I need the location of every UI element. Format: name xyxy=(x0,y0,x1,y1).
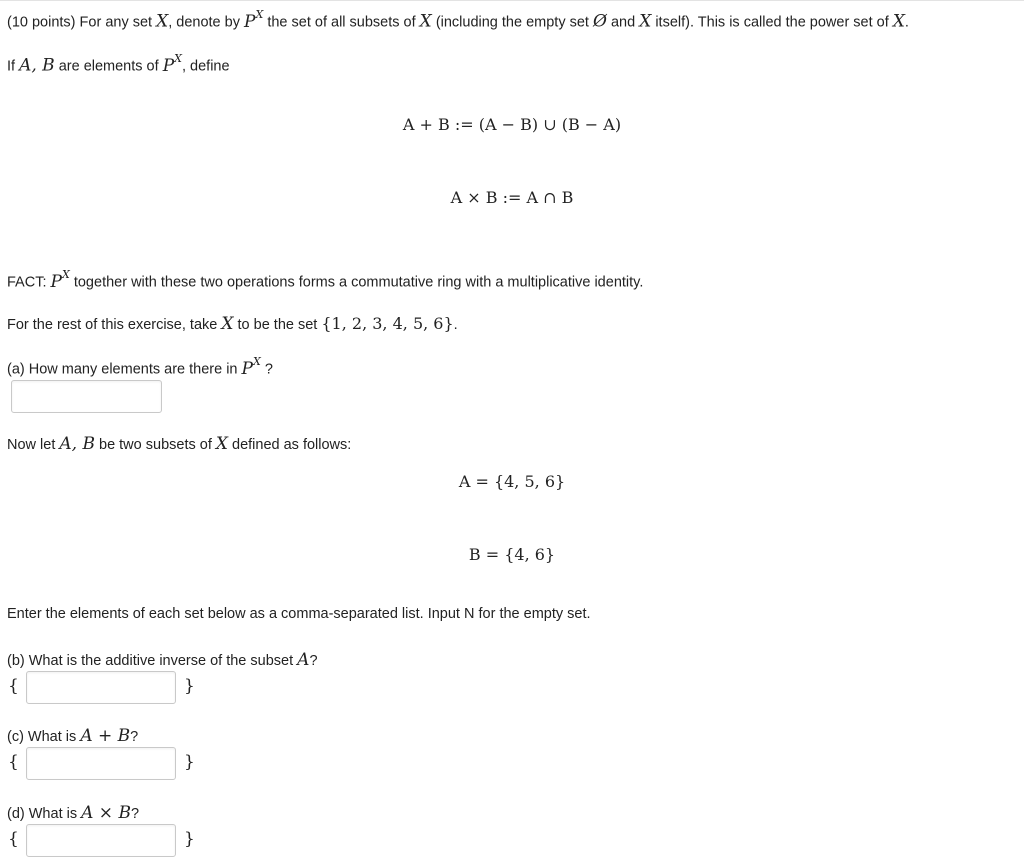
power-set-symbol: $P^X$ xyxy=(244,8,264,32)
close-brace: } xyxy=(184,829,195,849)
question-mark: ? xyxy=(130,729,139,745)
intro-paragraph xyxy=(7,10,909,32)
question-a-text: (a) How many elements are there in xyxy=(7,361,238,378)
equation-product: A × B := A ∩ B xyxy=(450,188,574,207)
setup-text: . xyxy=(453,317,458,333)
answer-b-input[interactable] xyxy=(26,671,176,704)
var-x: X xyxy=(419,11,432,32)
open-brace: { xyxy=(8,676,19,696)
power-set-symbol: $P^X$ xyxy=(241,355,261,379)
question-mark: ? xyxy=(264,361,273,378)
var-x: X xyxy=(639,11,652,32)
exercise-setup xyxy=(7,314,458,334)
question-a xyxy=(7,357,273,379)
fact-label: FACT: xyxy=(7,274,47,291)
set-b-definition: B = {4, 6} xyxy=(468,545,556,564)
equation-sum: A + B := (A − B) ∪ (B − A) xyxy=(402,115,622,134)
var-ab: A, B xyxy=(59,434,95,454)
subsets-intro xyxy=(7,434,351,454)
power-set-symbol: $P^X$ xyxy=(162,52,182,76)
question-c xyxy=(7,726,138,746)
subsets-text: be two subsets of xyxy=(99,437,212,453)
close-brace: } xyxy=(184,676,195,696)
power-set-symbol: $P^X$ xyxy=(50,268,70,292)
instructions: Enter the elements of each set below as a comma-separated list. Input N for the empty set. xyxy=(7,606,591,622)
close-brace: } xyxy=(184,752,195,772)
question-b xyxy=(7,650,318,670)
expr-a-plus-b: A + B xyxy=(80,726,131,746)
set-a-definition: A = {4, 5, 6} xyxy=(458,472,566,491)
answer-c-input[interactable] xyxy=(26,747,176,780)
intro-text: the set of all subsets of xyxy=(267,14,416,31)
open-brace: { xyxy=(8,829,19,849)
question-c-text: (c) What is xyxy=(7,729,77,745)
set-x-value: {1, 2, 3, 4, 5, 6} xyxy=(321,314,454,333)
subsets-text: defined as follows: xyxy=(232,437,352,453)
question-d xyxy=(7,803,139,823)
intro-text: (including the empty set xyxy=(435,14,589,31)
expr-a-times-b: A × B xyxy=(81,803,131,823)
var-a: A xyxy=(297,650,310,670)
intro-text: . xyxy=(904,14,909,31)
setup-text: to be the set xyxy=(237,317,318,333)
fact-paragraph xyxy=(7,270,643,292)
intro-text: , denote by xyxy=(168,14,240,31)
var-x: X xyxy=(892,11,905,32)
answer-d-input[interactable] xyxy=(26,824,176,857)
open-brace: { xyxy=(8,752,19,772)
top-border xyxy=(0,0,1024,1)
define-paragraph xyxy=(7,54,230,76)
answer-a-input[interactable] xyxy=(11,380,162,413)
points-label: (10 points) xyxy=(7,14,76,31)
intro-text: itself). This is called the power set of xyxy=(655,14,889,31)
empty-set-symbol: Ø xyxy=(592,11,607,32)
var-x: X xyxy=(215,434,228,454)
var-ab: A, B xyxy=(19,55,55,76)
setup-text: For the rest of this exercise, take xyxy=(7,317,218,333)
var-x: X xyxy=(221,314,234,334)
var-x: X xyxy=(156,11,169,32)
fact-text: together with these two operations forms a commutative ring with a multiplicative identity. xyxy=(73,274,644,291)
define-text: , define xyxy=(181,58,230,75)
define-text: If xyxy=(7,58,16,75)
define-text: are elements of xyxy=(58,58,159,75)
subsets-text: Now let xyxy=(7,437,56,453)
question-mark: ? xyxy=(309,653,318,669)
intro-text: For any set xyxy=(79,14,153,31)
intro-text: and xyxy=(610,14,636,31)
question-d-text: (d) What is xyxy=(7,806,78,822)
question-b-text: (b) What is the additive inverse of the subset xyxy=(7,653,294,669)
question-mark: ? xyxy=(130,806,140,822)
